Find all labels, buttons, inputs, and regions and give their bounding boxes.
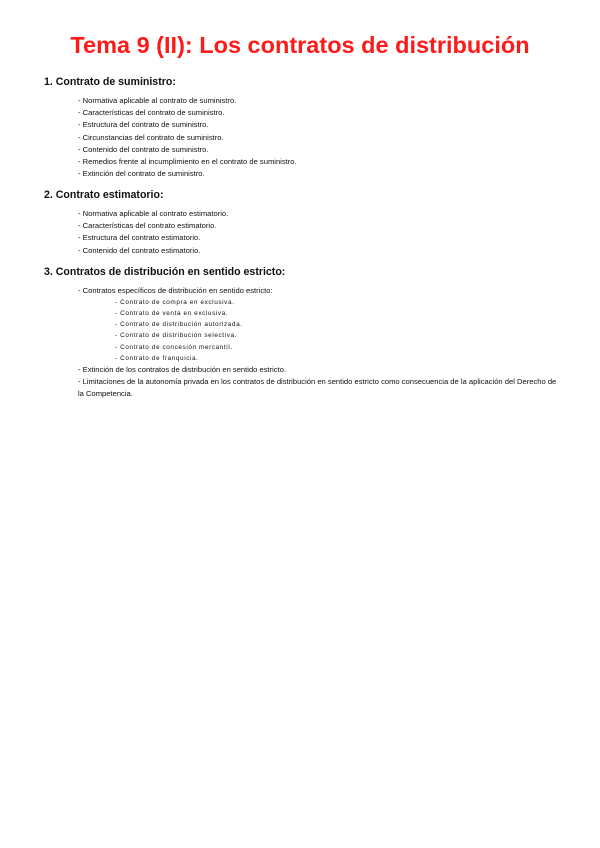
section-contrato-estimatorio: [44, 189, 564, 257]
list-item: - Normativa aplicable al contrato de suministro.: [78, 96, 237, 105]
list-item: - Estructura del contrato de suministro.: [78, 120, 209, 130]
sub-list-item: - Contrato de concesión mercantil.: [115, 343, 233, 351]
list-item: [78, 285, 564, 364]
list-item: - Normativa aplicable al contrato estimatorio.: [78, 209, 229, 218]
section-contrato-suministro: [44, 76, 564, 180]
list-item: - Estructura del contrato estimatorio.: [78, 233, 201, 243]
sub-item-list: [78, 297, 564, 364]
list-item: - Características del contrato estimatorio.: [78, 221, 217, 231]
list-item-label: - Contratos específicos de distribución en sentido estricto:: [78, 286, 273, 295]
list-item: - Limitaciones de la autonomía privada en los contratos de distribución en sentido estricto como consecuencia de la aplicación del Derecho de la Competencia.: [78, 376, 557, 399]
sub-list-item: - Contrato de distribución selectiva.: [115, 332, 238, 340]
section-heading: 1. Contrato de suministro:: [44, 76, 176, 88]
item-list: [44, 95, 564, 180]
list-item: - Contenido del contrato de suministro.: [78, 144, 209, 154]
item-list: [44, 208, 564, 257]
sub-list-item: - Contrato de venta en exclusiva.: [115, 310, 229, 318]
section-heading: 3. Contratos de distribución en sentido estricto:: [44, 266, 286, 278]
section-contratos-distribucion: [44, 266, 564, 400]
list-item: - Extinción de los contratos de distribución en sentido estricto.: [78, 364, 287, 374]
section-heading: 2. Contrato estimatorio:: [44, 189, 164, 201]
list-item: - Contenido del contrato estimatorio.: [78, 245, 201, 255]
list-item: - Extinción del contrato de suministro.: [78, 169, 205, 179]
page-title: Tema 9 (II): Los contratos de distribución: [70, 32, 530, 58]
sub-list-item: - Contrato de distribución autorizada.: [115, 321, 243, 329]
list-item: - Remedios frente al incumplimiento en el contrato de suministro.: [78, 157, 297, 167]
sub-list-item: - Contrato de franquicia.: [115, 354, 199, 362]
item-list: [44, 285, 564, 400]
list-item: - Características del contrato de suministro.: [78, 108, 225, 118]
list-item: - Circunstancias del contrato de suministro.: [78, 132, 224, 142]
sub-list-item: - Contrato de compra en exclusiva.: [115, 299, 235, 307]
